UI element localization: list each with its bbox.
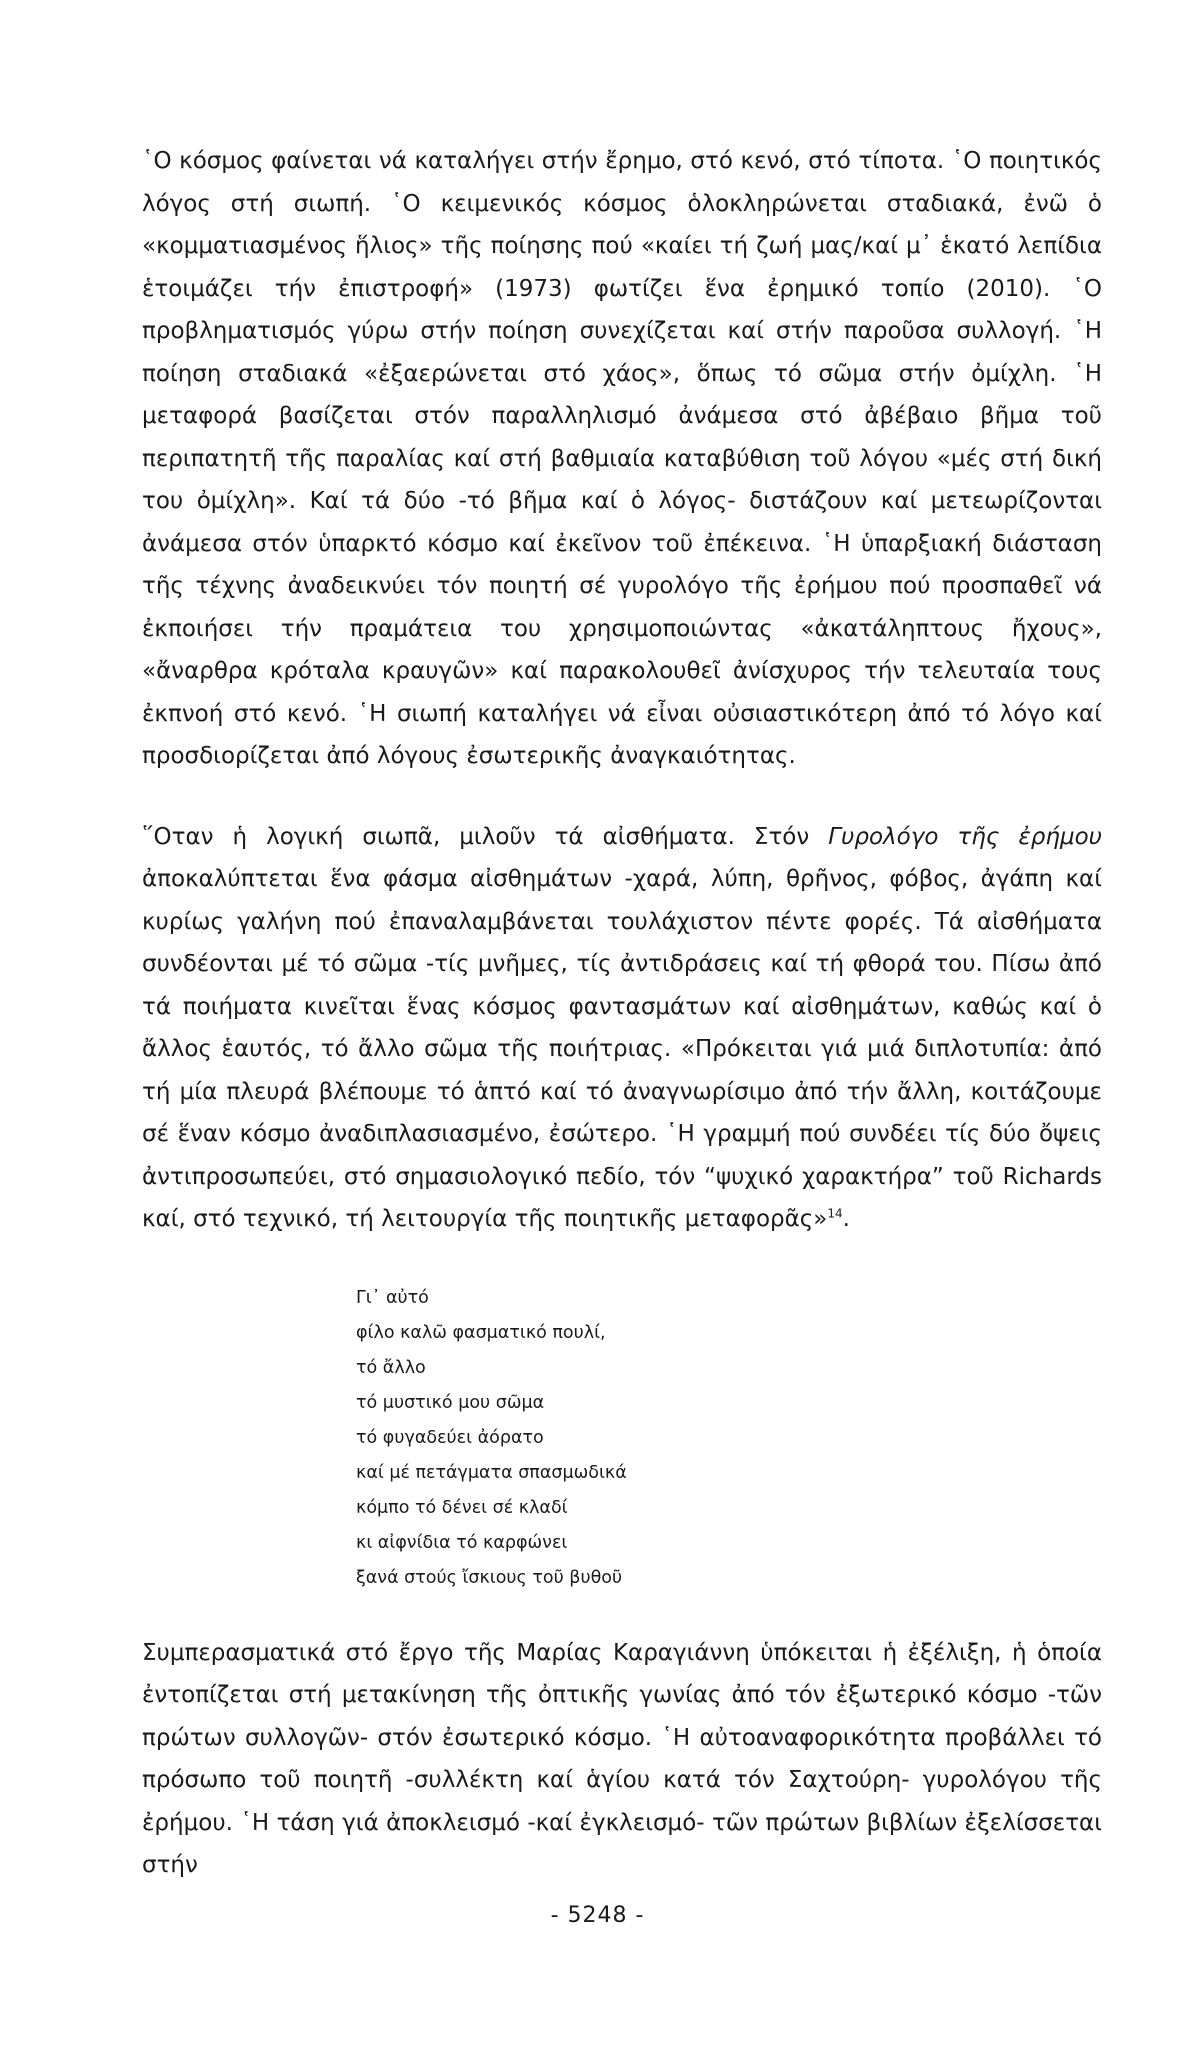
paragraph-1: ῾Ο κόσμος φαίνεται νά καταλήγει στήν ἔρημο, στό κενό, στό τίποτα. ῾Ο ποιητικός λόγος στή σιωπή. ῾Ο κειμενικός κόσμος ὁλοκληρώνεται σταδιακά, ἐνῶ ὁ «κομματιασμένος ἥλιος» τῆς ποίησης πού «καίει τή ζωή μας/καί μ᾽ ἑκατό λεπίδια ἑτοιμάζει τήν ἐπιστροφή» (1973) φωτίζει ἕνα ἐρημικό τοπίο (2010). ῾Ο προβληματισμός γύρω στήν ποίηση συνεχίζεται καί στήν παροῦσα συλλογή. ῾Η ποίηση σταδιακά «ἐξαερώνεται στό χάος», ὅπως τό σῶμα στήν ὀμίχλη. ῾Η μεταφορά βασίζεται στόν παραλληλισμό ἀνάμεσα στό ἀβέβαιο βῆμα τοῦ περιπατητῆ τῆς παραλίας καί στή βαθμιαία καταβύθιση τοῦ λόγου «μές στή δική του ὀμίχλη». Καί τά δύο -τό βῆμα καί ὁ λόγος- διστάζουν καί μετεωρίζονται ἀνάμεσα στόν ὑπαρκτό κόσμο καί ἐκεῖνον τοῦ ἐπέκεινα. ῾Η ὑπαρξιακή διάσταση τῆς τέχνης ἀναδεικνύει τόν ποιητή σέ γυρολόγο τῆς ἐρήμου πού προσπαθεῖ νά ἐκποιήσει τήν πραμάτεια του χρησιμοποιώντας «ἀκατάληπτους ἤχους», «ἄναρθρα κρόταλα κραυγῶν» καί παρακολουθεῖ ἀνίσχυρος τήν τελευταία τους ἐκπνοή στό κενό. ῾Η σιωπή καταλήγει νά εἶναι οὐσιαστικότερη ἀπό τό λόγο καί προσδιορίζεται ἀπό λόγους ἐσωτερικῆς ἀναγκαιότητας. — [142, 148, 1102, 769]
paragraph-2 — [142, 816, 1102, 1241]
paragraph-2-text-b: ἀποκαλύπτεται ἕνα φάσμα αἰσθημάτων -χαρά, λύπη, θρῆνος, φόβος, ἀγάπη καί κυρίως γαλήνη πού ἐπαναλαμβάνεται τουλάχιστον πέντε φορές. Τά αἰσθήματα συνδέονται μέ τό σῶμα -τίς μνῆμες, τίς ἀντιδράσεις καί τή φθορά του. Πίσω ἀπό τά ποιήματα κινεῖται ἕνας κόσμος φαντασμάτων καί αἰσθημάτων, καθώς καί ὁ ἄλλος ἑαυτός, τό ἄλλο σῶμα τῆς ποιήτριας. «Πρόκειται γιά μιά διπλοτυπία: ἀπό τή μία πλευρά βλέπουμε τό ἁπτό καί τό ἀναγνωρίσιμο ἀπό τήν ἄλλη, κοιτάζουμε σέ ἕναν κόσμο ἀναδιπλασιασμένο, ἐσώτερο. ῾Η γραμμή πού συνδέει τίς δύο ὄψεις ἀντιπροσωπεύει, στό σημασιολογικό πεδίο, τόν “ψυχικό χαρακτήρα” τοῦ Richards καί, στό τεχνικό, τή λειτουργία τῆς ποιητικῆς μεταφορᾶς» — [142, 866, 1102, 1232]
paragraph-2-text-a: ῞Οταν ἡ λογική σιωπᾶ, μιλοῦν τά αἰσθήματα. Στόν — [142, 823, 829, 850]
paragraph-3: Συμπερασματικά στό ἔργο τῆς Μαρίας Καραγιάννη ὑπόκειται ἡ ἐξέλιξη, ἡ ὁποία ἐντοπίζεται στή μετακίνηση τῆς ὀπτικῆς γωνίας ἀπό τόν ἐξωτερικό κόσμο -τῶν πρώτων συλλογῶν- στόν ἐσωτερικό κόσμο. ῾Η αὐτοαναφορικότητα προβάλλει τό πρόσωπο τοῦ ποιητῆ -συλλέκτη καί ἁγίου κατά τόν Σαχτούρη- γυρολόγου τῆς ἐρήμου. ῾Η τάση γιά ἀποκλεισμό -καί ἐγκλεισμό- τῶν πρώτων βιβλίων ἐξελίσσεται στήν — [142, 1639, 1102, 1878]
poem-quote — [356, 1281, 1102, 1596]
poem-line: τό ἄλλο — [356, 1357, 426, 1378]
page-body — [142, 140, 1102, 1887]
poem-line: Γι᾽ αὐτό — [356, 1287, 429, 1308]
poem-line: καί μέ πετάγματα σπασμωδικά — [356, 1462, 627, 1483]
footnote-marker: 14 — [827, 1206, 843, 1221]
page-number: - 5248 - — [550, 1903, 645, 1928]
poem-line: φίλο καλῶ φασματικό πουλί, — [356, 1322, 606, 1343]
poem-line: κόμπο τό δένει σέ κλαδί — [356, 1497, 568, 1518]
poem-line: τό φυγαδεύει ἀόρατο — [356, 1427, 544, 1448]
paragraph-2-end: . — [842, 1206, 850, 1232]
poem-line: τό μυστικό μου σῶμα — [356, 1392, 545, 1413]
book-title: Γυρολόγο τῆς ἐρήμου — [828, 823, 1102, 850]
poem-line: κι αἰφνίδια τό καρφώνει — [356, 1532, 568, 1553]
poem-line: ξανά στούς ἴσκιους τοῦ βυθοῦ — [356, 1567, 623, 1588]
